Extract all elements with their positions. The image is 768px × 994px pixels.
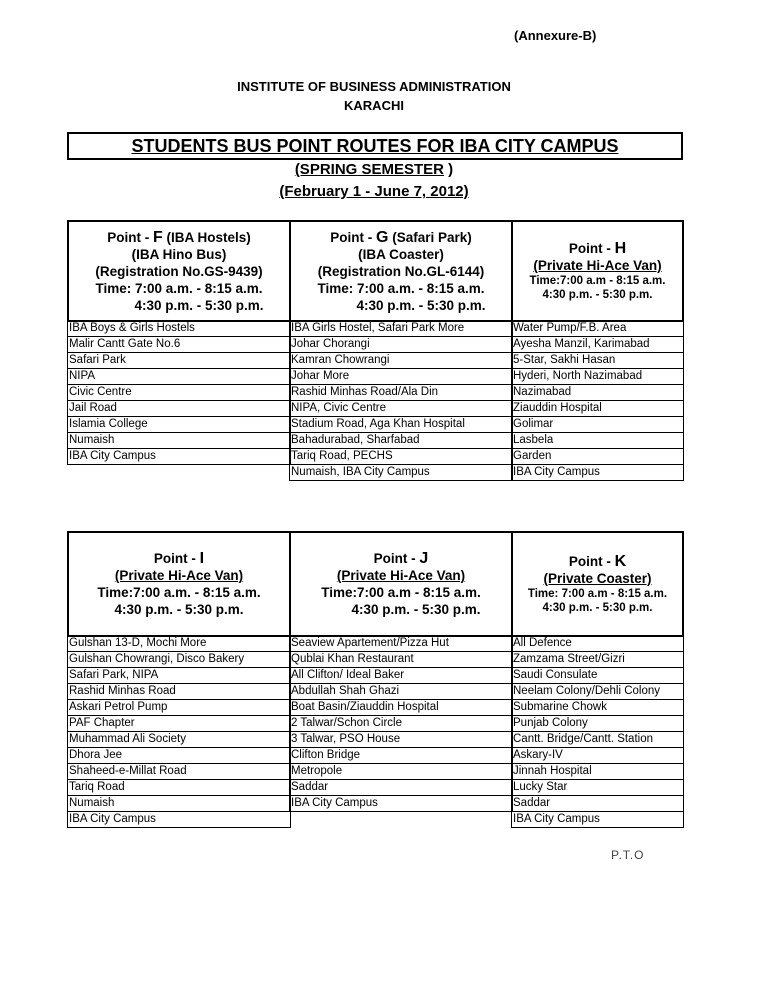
point-j-stop: All Clifton/ Ideal Baker	[289, 668, 513, 684]
point-j-vehicle: (Private Hi-Ace Van)	[336, 568, 466, 583]
point-h-stop: Garden	[511, 449, 684, 465]
point-k-title	[569, 553, 626, 570]
point-g-letter: G	[376, 228, 389, 246]
point-f-title	[107, 229, 251, 246]
point-k-stop: Cantt. Bridge/Cantt. Station	[511, 732, 684, 748]
point-g-stop: Bahadurabad, Sharfabad	[289, 433, 513, 449]
point-g-header	[289, 220, 513, 322]
point-i-header	[67, 531, 291, 637]
point-g-note: (Safari Park)	[388, 229, 472, 245]
point-j-stop: Metropole	[289, 764, 513, 780]
point-i-stop: IBA City Campus	[67, 812, 291, 828]
point-i-time-morning: Time:7:00 a.m. - 8:15 a.m.	[97, 585, 261, 600]
point-g-stop: IBA Girls Hostel, Safari Park More	[289, 320, 513, 337]
point-h-stop: Hyderi, North Nazimabad	[511, 369, 684, 385]
point-i-stop: Muhammad Ali Society	[67, 732, 291, 748]
point-k-header	[511, 531, 684, 637]
point-i-time-evening: 4:30 p.m. - 5:30 p.m.	[114, 602, 244, 617]
point-f-note: (IBA Hostels)	[162, 229, 251, 245]
point-f-prefix: Point -	[107, 229, 153, 245]
point-i-stop: Safari Park, NIPA	[67, 668, 291, 684]
point-h-letter: H	[614, 240, 627, 257]
point-f-stop: Numaish	[67, 433, 291, 449]
point-j-stop: Boat Basin/Ziauddin Hospital	[289, 700, 513, 716]
point-j-header	[289, 531, 513, 637]
point-k-stop: IBA City Campus	[511, 812, 684, 828]
point-h-stop: Golimar	[511, 417, 684, 433]
point-h-time-morning: Time:7:00 a.m - 8:15 a.m.	[529, 275, 666, 287]
point-i-stop: Dhora Jee	[67, 748, 291, 764]
page-title: STUDENTS BUS POINT ROUTES FOR IBA CITY CAMPUS	[67, 132, 683, 160]
point-g-vehicle: (IBA Coaster)	[358, 246, 444, 262]
point-f-stop: NIPA	[67, 369, 291, 385]
point-i-stop: PAF Chapter	[67, 716, 291, 732]
point-j-stop: IBA City Campus	[289, 796, 513, 812]
point-j-stop: 2 Talwar/Schon Circle	[289, 716, 513, 732]
point-g-stop: Johar Chorangi	[289, 337, 513, 353]
point-i-stop: Rashid Minhas Road	[67, 684, 291, 700]
point-h-stop: IBA City Campus	[511, 465, 684, 481]
point-h-title	[569, 240, 626, 257]
point-h-stop: Ziauddin Hospital	[511, 401, 684, 417]
point-g-title	[330, 229, 472, 246]
semester-text: (SPRING SEMESTER	[294, 161, 444, 178]
semester-close: )	[444, 161, 454, 178]
point-k-stop: Submarine Chowk	[511, 700, 684, 716]
point-k-letter: K	[614, 553, 627, 570]
point-i-vehicle: (Private Hi-Ace Van)	[114, 568, 244, 583]
point-i-letter: I	[199, 550, 205, 567]
point-k-stop: Punjab Colony	[511, 716, 684, 732]
point-f-stop: Safari Park	[67, 353, 291, 369]
point-k-stop: Neelam Colony/Dehli Colony	[511, 684, 684, 700]
point-h-stop: Water Pump/F.B. Area	[511, 320, 684, 337]
point-g-stop: Rashid Minhas Road/Ala Din	[289, 385, 513, 401]
point-j-stop: 3 Talwar, PSO House	[289, 732, 513, 748]
point-i-stop: Gulshan 13-D, Mochi More	[67, 635, 291, 652]
point-j-stop: Abdullah Shah Ghazi	[289, 684, 513, 700]
point-k-stop: All Defence	[511, 635, 684, 652]
point-i-title	[154, 550, 204, 567]
point-k-stop: Lucky Star	[511, 780, 684, 796]
point-k-stop: Zamzama Street/Gizri	[511, 652, 684, 668]
institute-name: INSTITUTE OF BUSINESS ADMINISTRATION	[237, 79, 511, 94]
point-f-registration: (Registration No.GS-9439)	[95, 263, 263, 279]
point-f-time-morning: Time: 7:00 a.m. - 8:15 a.m.	[95, 280, 263, 296]
point-f-header	[67, 220, 291, 322]
point-i-stop: Gulshan Chowrangi, Disco Bakery	[67, 652, 291, 668]
point-f-vehicle: (IBA Hino Bus)	[131, 246, 227, 262]
point-k-time-morning: Time: 7:00 a.m - 8:15 a.m.	[527, 588, 668, 600]
point-j-letter: J	[419, 550, 429, 567]
point-f-stop: Jail Road	[67, 401, 291, 417]
point-h-stop: Nazimabad	[511, 385, 684, 401]
point-i-stop: Askari Petrol Pump	[67, 700, 291, 716]
point-h-stop: Lasbela	[511, 433, 684, 449]
point-k-stop: Saddar	[511, 796, 684, 812]
annexure-label: (Annexure-B)	[514, 28, 597, 43]
point-g-time-morning: Time: 7:00 a.m. - 8:15 a.m.	[317, 280, 485, 296]
point-f-stop: IBA City Campus	[67, 449, 291, 465]
point-f-stop: IBA Boys & Girls Hostels	[67, 320, 291, 337]
point-g-stop: Kamran Chowrangi	[289, 353, 513, 369]
point-k-vehicle: (Private Coaster)	[543, 571, 652, 586]
point-i-stop: Shaheed-e-Millat Road	[67, 764, 291, 780]
point-j-prefix: Point -	[373, 551, 420, 566]
point-h-stop: 5-Star, Sakhi Hasan	[511, 353, 684, 369]
point-f-stop: Islamia College	[67, 417, 291, 433]
point-j-time-morning: Time:7:00 a.m - 8:15 a.m.	[321, 585, 481, 600]
point-h-stop: Ayesha Manzil, Karimabad	[511, 337, 684, 353]
point-i-stop: Numaish	[67, 796, 291, 812]
point-j-stop: Saddar	[289, 780, 513, 796]
point-j-title	[374, 550, 429, 567]
point-g-prefix: Point -	[330, 229, 376, 245]
point-h-time-evening: 4:30 p.m. - 5:30 p.m.	[542, 289, 653, 301]
city-name: KARACHI	[344, 98, 404, 113]
point-f-stop: Malir Cantt Gate No.6	[67, 337, 291, 353]
point-j-stop: Clifton Bridge	[289, 748, 513, 764]
point-j-stop: Seaview Apartement/Pizza Hut	[289, 635, 513, 652]
point-h-vehicle: (Private Hi-Ace Van)	[533, 258, 662, 273]
point-k-time-evening: 4:30 p.m. - 5:30 p.m.	[542, 602, 653, 614]
point-g-stop: Tariq Road, PECHS	[289, 449, 513, 465]
point-k-stop: Askary-IV	[511, 748, 684, 764]
point-f-letter: F	[152, 228, 163, 246]
point-h-header	[511, 220, 684, 322]
point-g-stop: Numaish, IBA City Campus	[289, 465, 513, 481]
point-k-prefix: Point -	[568, 554, 615, 569]
point-f-time-evening: 4:30 p.m. - 5:30 p.m.	[134, 297, 264, 313]
point-g-registration: (Registration No.GL-6144)	[317, 263, 485, 279]
please-turn-over: P.T.O	[611, 848, 645, 862]
point-k-stop: Saudi Consulate	[511, 668, 684, 684]
point-j-stop: Qublai Khan Restaurant	[289, 652, 513, 668]
point-g-stop: Johar More	[289, 369, 513, 385]
point-h-prefix: Point -	[568, 241, 615, 256]
semester-line	[0, 161, 748, 178]
date-range: (February 1 - June 7, 2012)	[279, 183, 469, 200]
point-g-time-evening: 4:30 p.m. - 5:30 p.m.	[356, 297, 486, 313]
point-j-time-evening: 4:30 p.m. - 5:30 p.m.	[351, 602, 481, 617]
point-f-stop: Civic Centre	[67, 385, 291, 401]
point-i-stop: Tariq Road	[67, 780, 291, 796]
point-g-stop: NIPA, Civic Centre	[289, 401, 513, 417]
point-k-stop: Jinnah Hospital	[511, 764, 684, 780]
point-i-prefix: Point -	[153, 551, 200, 566]
point-g-stop: Stadium Road, Aga Khan Hospital	[289, 417, 513, 433]
